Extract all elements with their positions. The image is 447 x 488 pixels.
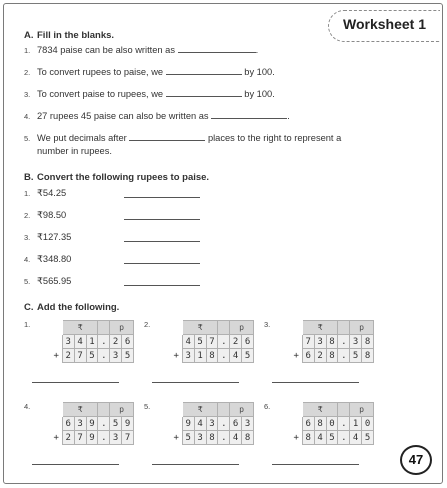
digit-cell: 9 xyxy=(86,431,98,445)
digit-row xyxy=(51,431,134,445)
digit-cell: 2 xyxy=(314,349,326,363)
operator-cell xyxy=(51,335,63,349)
decimal-point: . xyxy=(218,417,230,431)
digit-cell: 4 xyxy=(194,417,206,431)
digit-cell: 4 xyxy=(314,431,326,445)
plus-sign: + xyxy=(173,350,179,361)
digit-row xyxy=(51,335,134,349)
problem-number: 1. xyxy=(24,320,31,329)
answer-blank[interactable] xyxy=(129,132,205,141)
decimal-point: . xyxy=(338,431,350,445)
answer-line[interactable] xyxy=(152,382,239,383)
paise-column-header: p xyxy=(230,403,254,417)
answer-line[interactable] xyxy=(272,382,359,383)
operator-cell xyxy=(171,417,183,431)
decimal-point: . xyxy=(338,335,350,349)
digit-cell: 5 xyxy=(110,417,122,431)
answer-blank[interactable] xyxy=(124,219,200,220)
decimal-point: . xyxy=(98,417,110,431)
digit-cell: 7 xyxy=(74,431,86,445)
digit-cell: 8 xyxy=(326,335,338,349)
digit-row xyxy=(291,335,374,349)
worksheet-title-badge xyxy=(328,10,440,42)
fill-blank-item-3: 3. To convert paise to rupees, we by 100. xyxy=(24,89,275,99)
digit-cell: 8 xyxy=(314,417,326,431)
digit-cell: 7 xyxy=(74,349,86,363)
problem-number: 5. xyxy=(144,402,151,411)
digit-row xyxy=(171,349,254,363)
fill-blank-item-1: 1. 7834 paise can be also written as . xyxy=(24,45,259,55)
digit-cell: 6 xyxy=(230,417,242,431)
addition-problem xyxy=(144,402,254,474)
rupee-column-header: ₹ xyxy=(182,321,218,335)
answer-blank[interactable] xyxy=(166,66,242,75)
digit-cell: 3 xyxy=(110,349,122,363)
digit-row xyxy=(291,417,374,431)
digit-cell: 8 xyxy=(302,431,314,445)
decimal-point: . xyxy=(338,417,350,431)
digit-cell: 5 xyxy=(122,349,134,363)
digit-cell: 1 xyxy=(194,349,206,363)
page-number: 47 xyxy=(400,445,432,475)
digit-cell: 6 xyxy=(122,335,134,349)
paise-column-header: p xyxy=(110,403,134,417)
plus-sign: + xyxy=(53,350,59,361)
addition-grid xyxy=(170,402,254,445)
digit-cell: 0 xyxy=(326,417,338,431)
addition-problem xyxy=(264,320,374,392)
answer-line[interactable] xyxy=(32,382,119,383)
convert-item-2: 2. ₹98.50 xyxy=(24,210,66,221)
digit-cell: 8 xyxy=(242,431,254,445)
fill-blank-item-4: 4. 27 rupees 45 paise can also be written as . xyxy=(24,111,290,121)
digit-cell: 2 xyxy=(230,335,242,349)
convert-item-5: 5. ₹565.95 xyxy=(24,276,71,287)
paise-column-header: p xyxy=(110,321,134,335)
digit-row xyxy=(51,349,134,363)
plus-sign: + xyxy=(53,432,59,443)
rupee-column-header: ₹ xyxy=(62,321,98,335)
digit-cell: 3 xyxy=(242,417,254,431)
digit-cell: 3 xyxy=(350,335,362,349)
digit-cell: 8 xyxy=(206,431,218,445)
section-c-heading: C. Add the following. xyxy=(24,302,120,313)
digit-cell: 3 xyxy=(74,417,86,431)
addition-grid xyxy=(290,402,374,445)
addition-grid xyxy=(50,320,134,363)
digit-cell: 2 xyxy=(62,431,74,445)
section-b-heading: B. Convert the following rupees to paise. xyxy=(24,172,210,183)
digit-cell: 4 xyxy=(230,349,242,363)
digit-cell: 7 xyxy=(302,335,314,349)
addition-problem xyxy=(144,320,254,392)
section-a-heading: A. Fill in the blanks. xyxy=(24,30,115,41)
addition-grid xyxy=(50,402,134,445)
digit-cell: 5 xyxy=(362,431,374,445)
fill-blank-item-5: 5. We put decimals after places to the right to represent a xyxy=(24,133,342,143)
digit-cell: 3 xyxy=(194,431,206,445)
digit-cell: 4 xyxy=(74,335,86,349)
digit-cell: 7 xyxy=(122,431,134,445)
operator-cell xyxy=(51,417,63,431)
digit-cell: 3 xyxy=(314,335,326,349)
digit-cell: 4 xyxy=(350,431,362,445)
digit-row xyxy=(171,335,254,349)
answer-line[interactable] xyxy=(152,464,239,465)
convert-item-1: 1. ₹54.25 xyxy=(24,188,66,199)
digit-cell: 3 xyxy=(182,349,194,363)
answer-blank[interactable] xyxy=(124,197,200,198)
digit-row xyxy=(171,431,254,445)
decimal-point: . xyxy=(218,431,230,445)
problem-number: 6. xyxy=(264,402,271,411)
paise-column-header: p xyxy=(230,321,254,335)
paise-column-header: p xyxy=(350,403,374,417)
decimal-point: . xyxy=(338,349,350,363)
digit-cell: 5 xyxy=(194,335,206,349)
digit-cell: 4 xyxy=(182,335,194,349)
addition-problem xyxy=(24,402,134,474)
digit-row xyxy=(51,417,134,431)
digit-row xyxy=(291,431,374,445)
digit-cell: 0 xyxy=(362,417,374,431)
addition-problem xyxy=(24,320,134,392)
digit-cell: 6 xyxy=(62,417,74,431)
answer-blank[interactable] xyxy=(124,241,200,242)
digit-cell: 4 xyxy=(230,431,242,445)
answer-line[interactable] xyxy=(272,464,359,465)
answer-blank[interactable] xyxy=(166,88,242,97)
digit-cell: 8 xyxy=(206,349,218,363)
answer-line[interactable] xyxy=(32,464,119,465)
problem-number: 3. xyxy=(264,320,271,329)
plus-sign: + xyxy=(173,432,179,443)
digit-cell: 1 xyxy=(350,417,362,431)
operator-cell xyxy=(291,417,303,431)
answer-blank[interactable] xyxy=(178,44,256,53)
plus-sign: + xyxy=(293,350,299,361)
digit-row xyxy=(171,417,254,431)
rupee-column-header: ₹ xyxy=(302,321,338,335)
addition-problem xyxy=(264,402,374,474)
rupee-column-header: ₹ xyxy=(182,403,218,417)
decimal-point: . xyxy=(98,431,110,445)
plus-sign: + xyxy=(293,432,299,443)
digit-row xyxy=(291,349,374,363)
worksheet-title: Worksheet 1 xyxy=(343,16,426,32)
digit-cell: 8 xyxy=(326,349,338,363)
digit-cell: 3 xyxy=(206,417,218,431)
fill-blank-item-5-continued: number in rupees. xyxy=(37,146,112,156)
rupee-column-header: ₹ xyxy=(302,403,338,417)
problem-number: 2. xyxy=(144,320,151,329)
digit-cell: 9 xyxy=(182,417,194,431)
digit-cell: 2 xyxy=(62,349,74,363)
digit-cell: 9 xyxy=(86,417,98,431)
convert-item-3: 3. ₹127.35 xyxy=(24,232,71,243)
digit-cell: 3 xyxy=(62,335,74,349)
addition-grid xyxy=(170,320,254,363)
digit-cell: 5 xyxy=(326,431,338,445)
operator-cell xyxy=(171,335,183,349)
digit-cell: 6 xyxy=(302,417,314,431)
digit-cell: 3 xyxy=(110,431,122,445)
decimal-point: . xyxy=(98,349,110,363)
decimal-point: . xyxy=(218,349,230,363)
digit-cell: 5 xyxy=(86,349,98,363)
answer-blank[interactable] xyxy=(124,285,200,286)
convert-item-4: 4. ₹348.80 xyxy=(24,254,71,265)
digit-cell: 7 xyxy=(206,335,218,349)
rupee-column-header: ₹ xyxy=(62,403,98,417)
problem-number: 4. xyxy=(24,402,31,411)
digit-cell: 8 xyxy=(362,349,374,363)
decimal-point: . xyxy=(218,335,230,349)
digit-cell: 1 xyxy=(86,335,98,349)
digit-cell: 5 xyxy=(242,349,254,363)
paise-column-header: p xyxy=(350,321,374,335)
digit-cell: 6 xyxy=(242,335,254,349)
addition-grid xyxy=(290,320,374,363)
decimal-point: . xyxy=(98,335,110,349)
digit-cell: 5 xyxy=(182,431,194,445)
answer-blank[interactable] xyxy=(124,263,200,264)
digit-cell: 9 xyxy=(122,417,134,431)
digit-cell: 8 xyxy=(362,335,374,349)
fill-blank-item-2: 2. To convert rupees to paise, we by 100. xyxy=(24,67,275,77)
digit-cell: 5 xyxy=(350,349,362,363)
digit-cell: 6 xyxy=(302,349,314,363)
digit-cell: 2 xyxy=(110,335,122,349)
answer-blank[interactable] xyxy=(211,110,287,119)
operator-cell xyxy=(291,335,303,349)
